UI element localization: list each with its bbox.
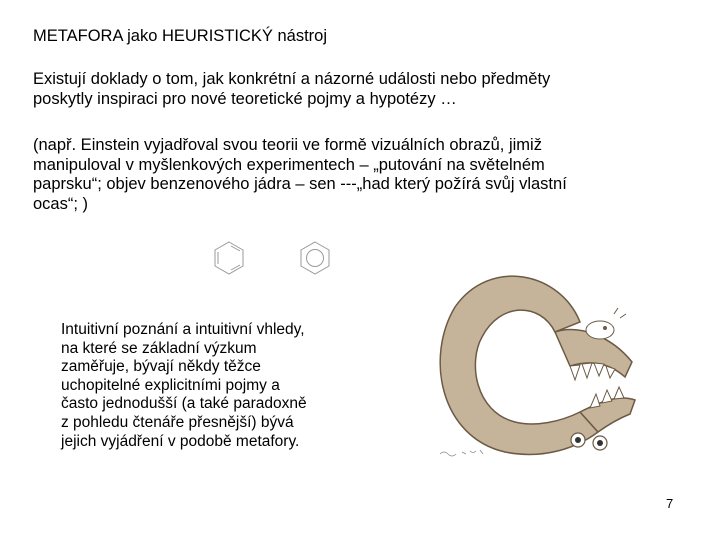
note-line: často jednodušší (a také paradoxně [61, 395, 307, 413]
note-line: zaměřuje, bývají někdy těžce [61, 358, 261, 376]
example-line: paprsku“; objev benzenového jádra – sen ---„had který požírá svůj vlastní [33, 175, 567, 193]
example-line: ocas“; ) [33, 194, 89, 213]
intro-paragraph [33, 70, 550, 109]
benzene-circle-icon [298, 240, 332, 276]
note-line: z pohledu čtenáře přesnější) bývá [61, 413, 294, 431]
note-line: na které se základní výzkum [61, 339, 257, 357]
note-paragraph [61, 321, 307, 451]
intro-line: Existují doklady o tom, jak konkrétní a názorné události nebo předměty [33, 70, 551, 88]
note-line: jejich vyjádření v podobě metafory. [61, 432, 300, 450]
slide-title: METAFORA jako HEURISTICKÝ nástroj [33, 27, 328, 45]
example-line: manipuloval v myšlenkových experimentech – „putování na světelném [33, 155, 545, 174]
note-line: Intuitivní poznání a intuitivní vhledy, [61, 321, 305, 338]
benzene-kekule-icon [212, 240, 246, 276]
page-number: 7 [666, 496, 674, 511]
example-line: (např. Einstein vyjadřoval svou teorii ve formě vizuálních obrazů, jimiž [33, 136, 542, 154]
example-paragraph [33, 136, 567, 214]
note-line: uchopitelné explicitními pojmy a [61, 376, 280, 394]
intro-line: poskytly inspiraci pro nové teoretické pojmy a hypotézy … [33, 89, 457, 108]
ouroboros-snake-icon [430, 262, 640, 472]
